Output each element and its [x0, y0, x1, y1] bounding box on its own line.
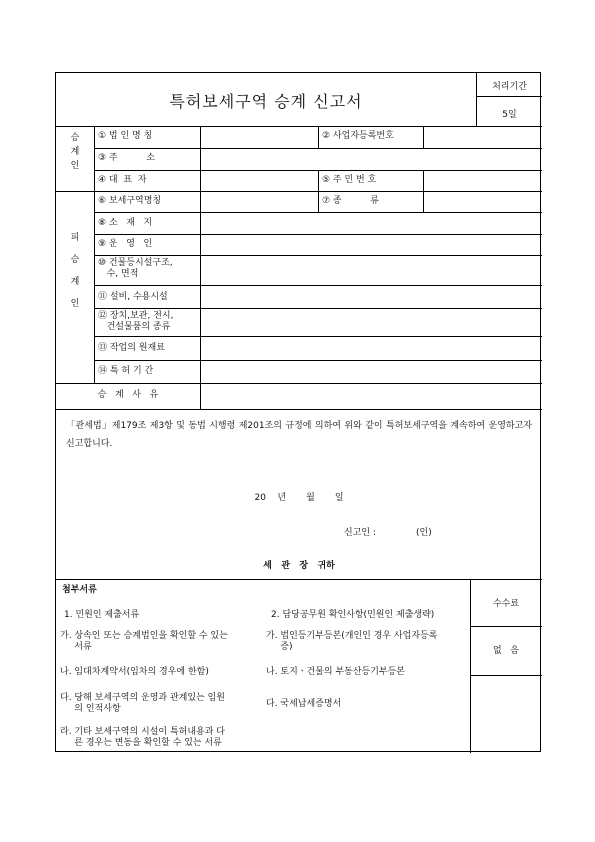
divider [94, 360, 542, 361]
materials-field[interactable] [201, 339, 539, 357]
resident-no-field[interactable] [424, 172, 540, 190]
equipment-field[interactable] [201, 288, 539, 306]
col2-title: 2. 담당공무원 확인사항(민원인 제출생략) [271, 610, 435, 620]
storage-label: ⑫ 장치,보관, 전시, 건설물품의 종류 [98, 311, 174, 332]
building-label: ⑩ 건물등시설구조, 수, 면적 [98, 258, 173, 279]
divider [94, 148, 542, 149]
divider [94, 308, 542, 309]
divider [94, 234, 542, 235]
corp-name-field[interactable] [201, 128, 317, 146]
divider [470, 626, 542, 627]
divider [56, 126, 542, 127]
address-field[interactable] [201, 150, 539, 168]
type-label: ⑦ 종 류 [322, 196, 379, 206]
left-item: 라. 기타 보세구역의 시설이 특허내용과 다 른 경우는 변동을 확인할 수 있는 서류 [60, 727, 225, 748]
equipment-label: ⑪ 설비, 수용시설 [98, 292, 168, 302]
divider [318, 191, 319, 212]
divider [56, 191, 542, 192]
predecessor-label: 피 승 계 인 [70, 233, 80, 309]
divider [318, 126, 319, 148]
storage-field[interactable] [201, 313, 539, 331]
divider [470, 675, 542, 676]
period-label: ⑭ 특 허 기 간 [98, 366, 154, 376]
divider [94, 285, 542, 286]
resident-no-label: ⑤ 주 민 번 호 [322, 175, 377, 185]
left-item: 나. 임대차계약서(임차의 경우에 한함) [60, 667, 209, 677]
representative-label: ④ 대 표 자 [98, 175, 147, 185]
location-label: ⑧ 소 재 지 [98, 218, 153, 228]
materials-label: ⑬ 작업의 원재료 [98, 343, 165, 353]
fee-label: 수수료 [492, 599, 520, 609]
period-field[interactable] [201, 363, 539, 381]
operator-field[interactable] [201, 236, 539, 254]
right-item: 다. 국세납세증명서 [266, 699, 342, 709]
divider [94, 212, 542, 213]
divider [56, 409, 542, 410]
right-item: 나. 토지ㆍ건물의 부동산등기부등본 [266, 667, 405, 677]
type-field[interactable] [424, 193, 540, 211]
left-item: 가. 상속인 또는 승계법인을 확인할 수 있는 서류 [60, 631, 228, 652]
divider [318, 170, 319, 191]
address-label: ③ 주 소 [98, 153, 155, 163]
zone-name-field[interactable] [201, 193, 317, 211]
recipient-line: 세 관 장 귀하 [263, 561, 335, 571]
reason-label: 승 계 사 유 [97, 390, 159, 400]
date-line: 20 년 월 일 [254, 493, 344, 503]
left-item: 다. 당해 보세구역의 운영과 관계있는 임원 의 인적사항 [60, 693, 225, 714]
divider [94, 126, 95, 355]
fee-value: 없 음 [493, 646, 519, 656]
location-field[interactable] [201, 214, 539, 232]
reason-field[interactable] [201, 386, 539, 404]
biz-reg-no-label: ② 사업자등록번호 [322, 131, 394, 141]
representative-field[interactable] [201, 172, 317, 190]
zone-name-label: ⑥ 보세구역명칭 [98, 196, 162, 206]
right-item: 가. 법인등기부등본(개인인 경우 사업자등록 증) [266, 631, 438, 652]
divider [476, 96, 542, 97]
operator-label: ⑨ 운 영 인 [98, 239, 153, 249]
processing-period-value: 5일 [502, 110, 517, 120]
form-title: 특허보세구역 승계 신고서 [169, 92, 363, 111]
biz-reg-no-field[interactable] [424, 128, 540, 146]
attachments-heading: 첨부서류 [62, 585, 97, 595]
divider [94, 255, 542, 256]
divider [56, 383, 542, 384]
corp-name-label: ① 법 인 명 칭 [98, 131, 153, 141]
report-form [55, 72, 541, 752]
divider [94, 355, 95, 383]
successor-label: 승 계 인 [70, 133, 80, 171]
processing-period-label: 처리기간 [492, 82, 527, 92]
divider [94, 336, 542, 337]
building-field[interactable] [201, 259, 539, 277]
declarant-line: 신고인 : (인) [344, 528, 432, 538]
col1-title: 1. 민원인 제출서류 [64, 610, 140, 620]
declaration-text: 「관세법」제179조 제3항 및 동법 시행령 제201조의 규정에 의하여 위와 같이 특허보세구역을 계속하여 운영하고자 신고합니다. [66, 421, 532, 449]
